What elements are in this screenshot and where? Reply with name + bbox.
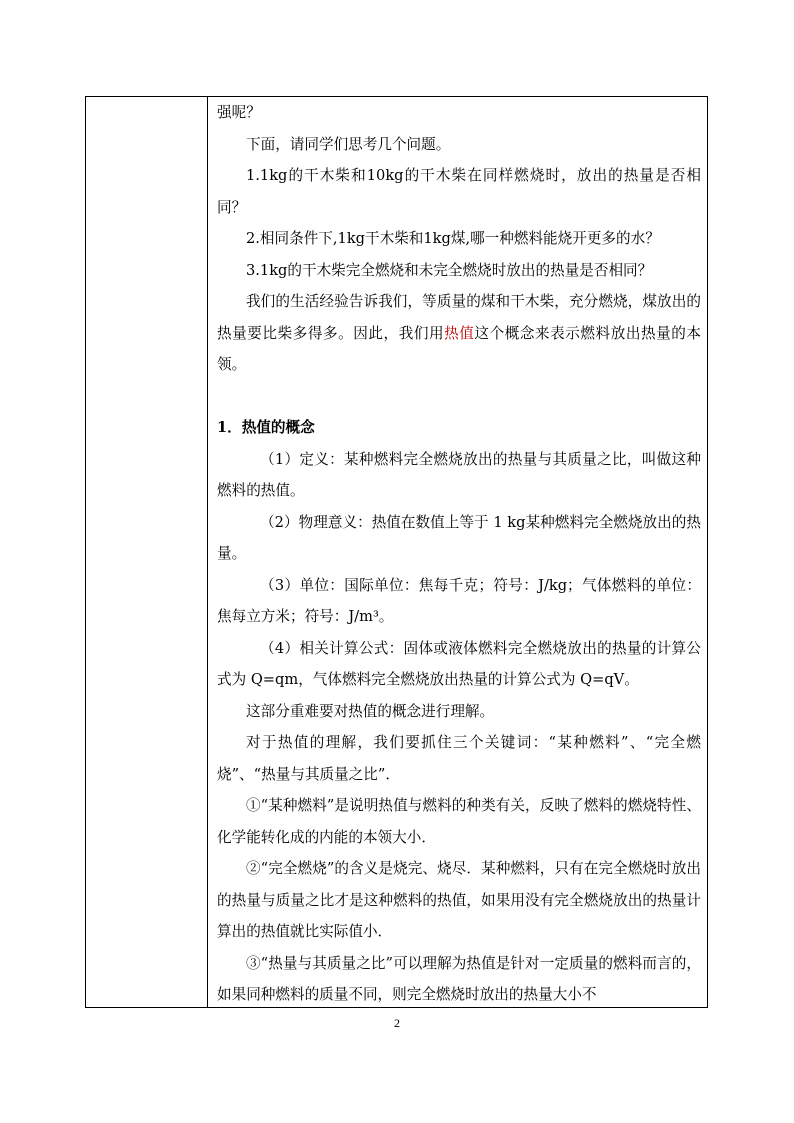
question-2: 2.相同条件下,1kg干木柴和1kg煤,哪一种燃料能烧开更多的水？ [246, 230, 660, 247]
paragraph-prompt: 下面，请同学们思考几个问题。 [246, 135, 451, 153]
keyword-explanation-1: ①“某种燃料”是说明热值与燃料的种类有关，反映了燃料的燃烧特性、化学能转化成的内能的本领大小． [217, 797, 701, 846]
text-before-highlight: 我们的生活经验告诉我们，等质量的煤和干木柴，充分燃烧，煤放出的热量要比柴多得多。因此，我们用 [217, 293, 701, 342]
text-after-highlight: 这个概念来表示燃料放出热量的本领。 [217, 324, 701, 373]
formula-item: （4）相关计算公式：固体或液体燃料完全燃烧放出的热量的计算公式为 Q=qm，气体燃料完全燃烧放出热量的计算公式为 Q=qV。 [217, 639, 701, 688]
question-1: 1.1kg的干木柴和10kg的干木柴在同样燃烧时，放出的热量是否相同？ [217, 167, 701, 216]
paragraph-experience [217, 286, 701, 381]
page-number: 2 [394, 1016, 400, 1030]
definition-item: （1）定义：某种燃料完全燃烧放出的热量与其质量之比，叫做这种燃料的热值。 [217, 450, 701, 499]
keyword-explanation-3: ③“热量与其质量之比”可以理解为热值是针对一定质量的燃料而言的，如果同种燃料的质量不同，则完全燃烧时放出的热量大小不 [217, 954, 701, 1003]
column-divider [207, 97, 208, 1007]
physical-meaning-item: （2）物理意义：热值在数值上等于 1 kg某种燃料完全燃烧放出的热量。 [217, 513, 701, 562]
paragraph-keywords: 对于热值的理解，我们要抓住三个关键词：“某种燃料”、“完全燃烧”、“热量与其质量之比”． [217, 734, 701, 783]
question-3: 3.1kg的干木柴完全燃烧和未完全燃烧时放出的热量是否相同？ [246, 261, 653, 279]
blank-line [217, 381, 701, 413]
highlight-term: 热值 [444, 324, 475, 342]
lesson-table [85, 96, 708, 1008]
keyword-explanation-2: ②“完全燃烧”的含义是烧完、烧尽．某种燃料，只有在完全燃烧时放出的热量与质量之比才是这种燃料的热值，如果用没有完全燃烧放出的热量计算出的热值就比实际值小． [217, 860, 701, 940]
section-heading: 1．热值的概念 [217, 419, 315, 436]
unit-item: （3）单位：国际单位：焦每千克；符号：J/kg；气体燃料的单位：焦每立方米；符号：J/m³。 [217, 576, 701, 625]
paragraph-continuation: 强呢？ [217, 104, 261, 121]
content-cell [217, 97, 701, 1011]
paragraph-focus: 这部分重难要对热值的概念进行理解。 [246, 702, 495, 720]
